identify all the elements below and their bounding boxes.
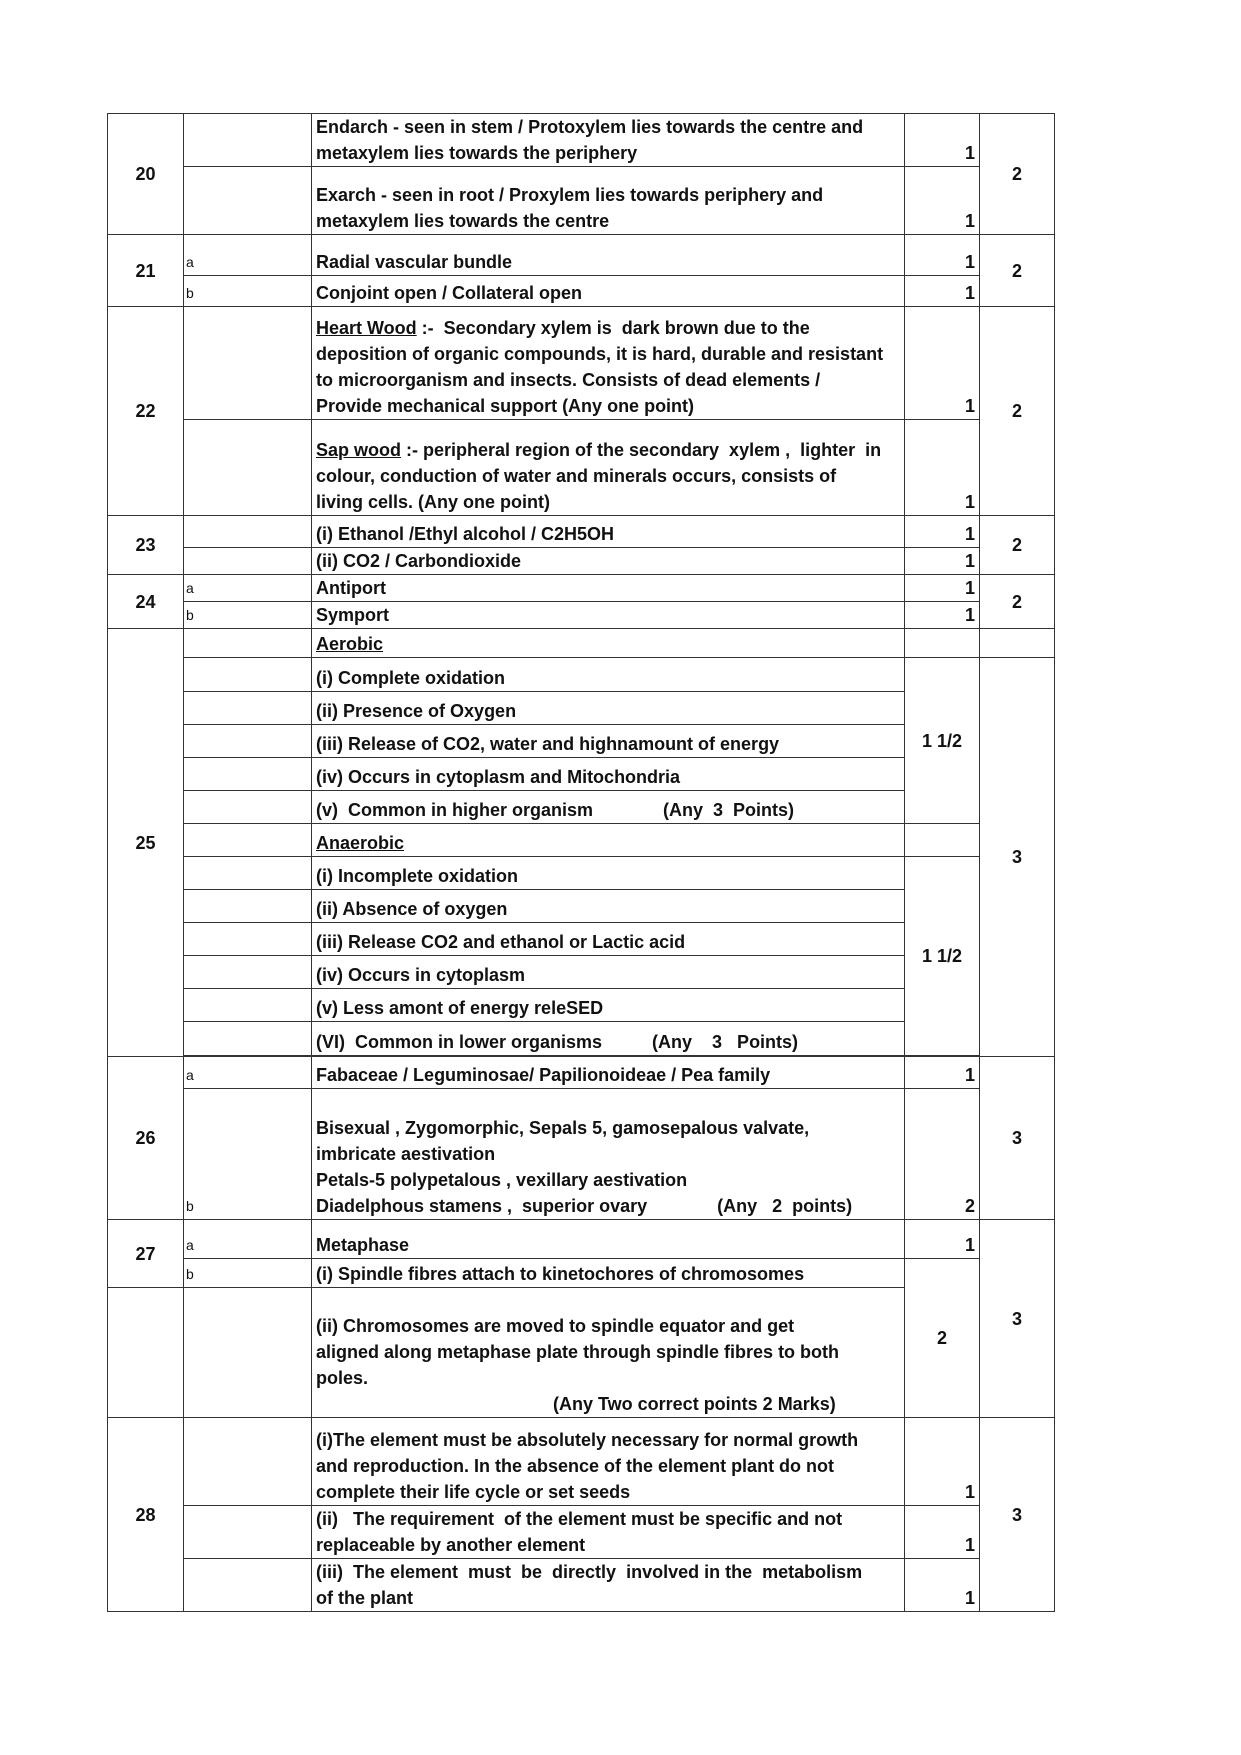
answer-text: (iv) Occurs in cytoplasm and Mitochondria: [312, 758, 905, 791]
question-number: 24: [108, 575, 184, 629]
sub-label: b: [184, 602, 312, 629]
question-number: 21: [108, 235, 184, 307]
question-number: 20: [108, 114, 184, 235]
total-marks: 2: [980, 307, 1055, 516]
answer-text: (iv) Occurs in cytoplasm: [312, 956, 905, 989]
answer-text: Exarch - seen in root / Proxylem lies towards periphery and metaxylem lies towards the centre: [312, 167, 905, 235]
answer-text: (ii) CO2 / Carbondioxide: [312, 548, 905, 575]
table-row: [108, 602, 1055, 629]
sub-label: [184, 791, 312, 824]
question-number: 22: [108, 307, 184, 516]
table-row: [108, 1506, 1055, 1559]
sub-label: [184, 758, 312, 791]
answer-text: (i) Complete oxidation: [312, 658, 905, 692]
table-row: [108, 1259, 1055, 1288]
marks: 2: [905, 1259, 980, 1418]
sub-label: a: [184, 1220, 312, 1259]
marking-scheme-table: [107, 113, 1055, 1612]
answer-text: (v) Common in higher organism (Any 3 Points): [312, 791, 905, 824]
answer-key-sheet: [107, 113, 1054, 1612]
sub-label: a: [184, 575, 312, 602]
marks: 1: [905, 235, 980, 276]
question-number: 27: [108, 1220, 184, 1288]
sub-label: [184, 548, 312, 575]
marks: 1: [905, 276, 980, 307]
sub-label: a: [184, 1057, 312, 1089]
marks: 1: [905, 114, 980, 167]
answer-text: (ii) Absence of oxygen: [312, 890, 905, 923]
question-number: 25: [108, 629, 184, 1057]
total-marks-empty: [980, 629, 1055, 658]
marks: 1: [905, 1057, 980, 1089]
table-row: [108, 1220, 1055, 1259]
table-row: [108, 1057, 1055, 1089]
marks: 1 1/2: [905, 857, 980, 1056]
marks: 1: [905, 548, 980, 575]
marks: [905, 824, 980, 857]
sub-label: [184, 956, 312, 989]
table-row: [108, 276, 1055, 307]
question-number: 28: [108, 1418, 184, 1612]
table-row: [108, 1089, 1055, 1220]
answer-text: (i) Incomplete oxidation: [312, 857, 905, 890]
table-row: [108, 420, 1055, 516]
aerobic-heading: Aerobic: [312, 629, 905, 658]
marks: 1: [905, 575, 980, 602]
table-row: [108, 658, 1055, 692]
sub-label: b: [184, 1089, 312, 1220]
table-row: [108, 575, 1055, 602]
sub-label: [184, 725, 312, 758]
answer-text: (i) Spindle fibres attach to kinetochores of chromosomes: [312, 1259, 905, 1288]
table-row: [108, 629, 1055, 658]
answer-text: Symport: [312, 602, 905, 629]
answer-text: (v) Less amont of energy releSED: [312, 989, 905, 1022]
answer-text: (ii) The requirement of the element must be specific and not replaceable by another element: [312, 1506, 905, 1559]
sub-label: [184, 114, 312, 167]
anaerobic-heading: Anaerobic: [312, 824, 905, 857]
marks: 1: [905, 307, 980, 420]
answer-text: Fabaceae / Leguminosae/ Papilionoideae / Pea family: [312, 1057, 905, 1089]
marks: 1: [905, 1418, 980, 1506]
marks: [905, 629, 980, 658]
table-row: [108, 516, 1055, 548]
table-row: [108, 824, 1055, 857]
sub-label: [184, 989, 312, 1022]
total-marks: 2: [980, 575, 1055, 629]
table-row: [108, 167, 1055, 235]
sub-label: [184, 1288, 312, 1418]
sub-label: [184, 1022, 312, 1056]
sub-label: b: [184, 276, 312, 307]
table-row: [108, 307, 1055, 420]
answer-text: Sap wood :- peripheral region of the secondary xylem , lighter in colour, conduction of water and minerals occurs, consists of living cells. (Any one point): [312, 420, 905, 516]
answer-text: (ii) Chromosomes are moved to spindle equator and get aligned along metaphase plate through spindle fibres to both poles. (Any Two correct points 2 Marks): [312, 1288, 905, 1418]
answer-text: Radial vascular bundle: [312, 235, 905, 276]
total-marks: 3: [980, 1220, 1055, 1418]
total-marks: 3: [980, 1057, 1055, 1220]
total-marks: 2: [980, 235, 1055, 307]
marks: 1: [905, 167, 980, 235]
total-marks: 2: [980, 114, 1055, 235]
sub-label: [184, 167, 312, 235]
answer-text: Antiport: [312, 575, 905, 602]
question-number: 23: [108, 516, 184, 575]
sub-label: [184, 857, 312, 890]
sub-label: [184, 629, 312, 658]
sub-label: [184, 890, 312, 923]
sub-label: b: [184, 1259, 312, 1288]
answer-text: (VI) Common in lower organisms (Any 3 Points): [312, 1022, 905, 1056]
marks: 1: [905, 602, 980, 629]
sub-label: [184, 516, 312, 548]
marks: 1: [905, 516, 980, 548]
marks: 1 1/2: [905, 658, 980, 824]
answer-text: Metaphase: [312, 1220, 905, 1259]
marks: 1: [905, 1559, 980, 1612]
answer-text: Bisexual , Zygomorphic, Sepals 5, gamosepalous valvate, imbricate aestivation Petals-5 polypetalous , vexillary aestivation Diadelphous stamens , superior ovary (Any 2 points): [312, 1089, 905, 1220]
sub-label: [184, 1559, 312, 1612]
total-marks: 2: [980, 516, 1055, 575]
sub-label: [184, 420, 312, 516]
question-number-empty: [108, 1288, 184, 1418]
marks: 1: [905, 420, 980, 516]
table-row: [108, 1418, 1055, 1506]
answer-text: (iii) The element must be directly involved in the metabolism of the plant: [312, 1559, 905, 1612]
sub-label: [184, 692, 312, 725]
table-row: [108, 1559, 1055, 1612]
marks: 1: [905, 1220, 980, 1259]
answer-text: (i) Ethanol /Ethyl alcohol / C2H5OH: [312, 516, 905, 548]
answer-text: (ii) Presence of Oxygen: [312, 692, 905, 725]
total-marks: 3: [980, 1418, 1055, 1612]
answer-text: Heart Wood :- Secondary xylem is dark brown due to the deposition of organic compounds, it is hard, durable and resistant to microorganism and insects. Consists of dead elements / Provide mechanical support (Any one point): [312, 307, 905, 420]
sub-label: [184, 658, 312, 692]
answer-text: (iii) Release CO2 and ethanol or Lactic acid: [312, 923, 905, 956]
answer-text: Endarch - seen in stem / Protoxylem lies towards the centre and metaxylem lies towards the periphery: [312, 114, 905, 167]
sap-wood-term: Sap wood: [316, 440, 401, 460]
heart-wood-term: Heart Wood: [316, 318, 417, 338]
marks: 1: [905, 1506, 980, 1559]
sub-label: [184, 824, 312, 857]
sub-label: [184, 923, 312, 956]
answer-text: (iii) Release of CO2, water and highnamount of energy: [312, 725, 905, 758]
answer-text: Conjoint open / Collateral open: [312, 276, 905, 307]
total-marks: 3: [980, 658, 1055, 1057]
table-row: [108, 857, 1055, 890]
sub-label: [184, 307, 312, 420]
answer-text: (i)The element must be absolutely necessary for normal growth and reproduction. In the absence of the element plant do not complete their life cycle or set seeds: [312, 1418, 905, 1506]
question-number: 26: [108, 1057, 184, 1220]
sub-label: [184, 1506, 312, 1559]
table-row: [108, 114, 1055, 167]
marks: 2: [905, 1089, 980, 1220]
table-row: [108, 235, 1055, 276]
sub-label: a: [184, 235, 312, 276]
sub-label: [184, 1418, 312, 1506]
table-row: [108, 548, 1055, 575]
